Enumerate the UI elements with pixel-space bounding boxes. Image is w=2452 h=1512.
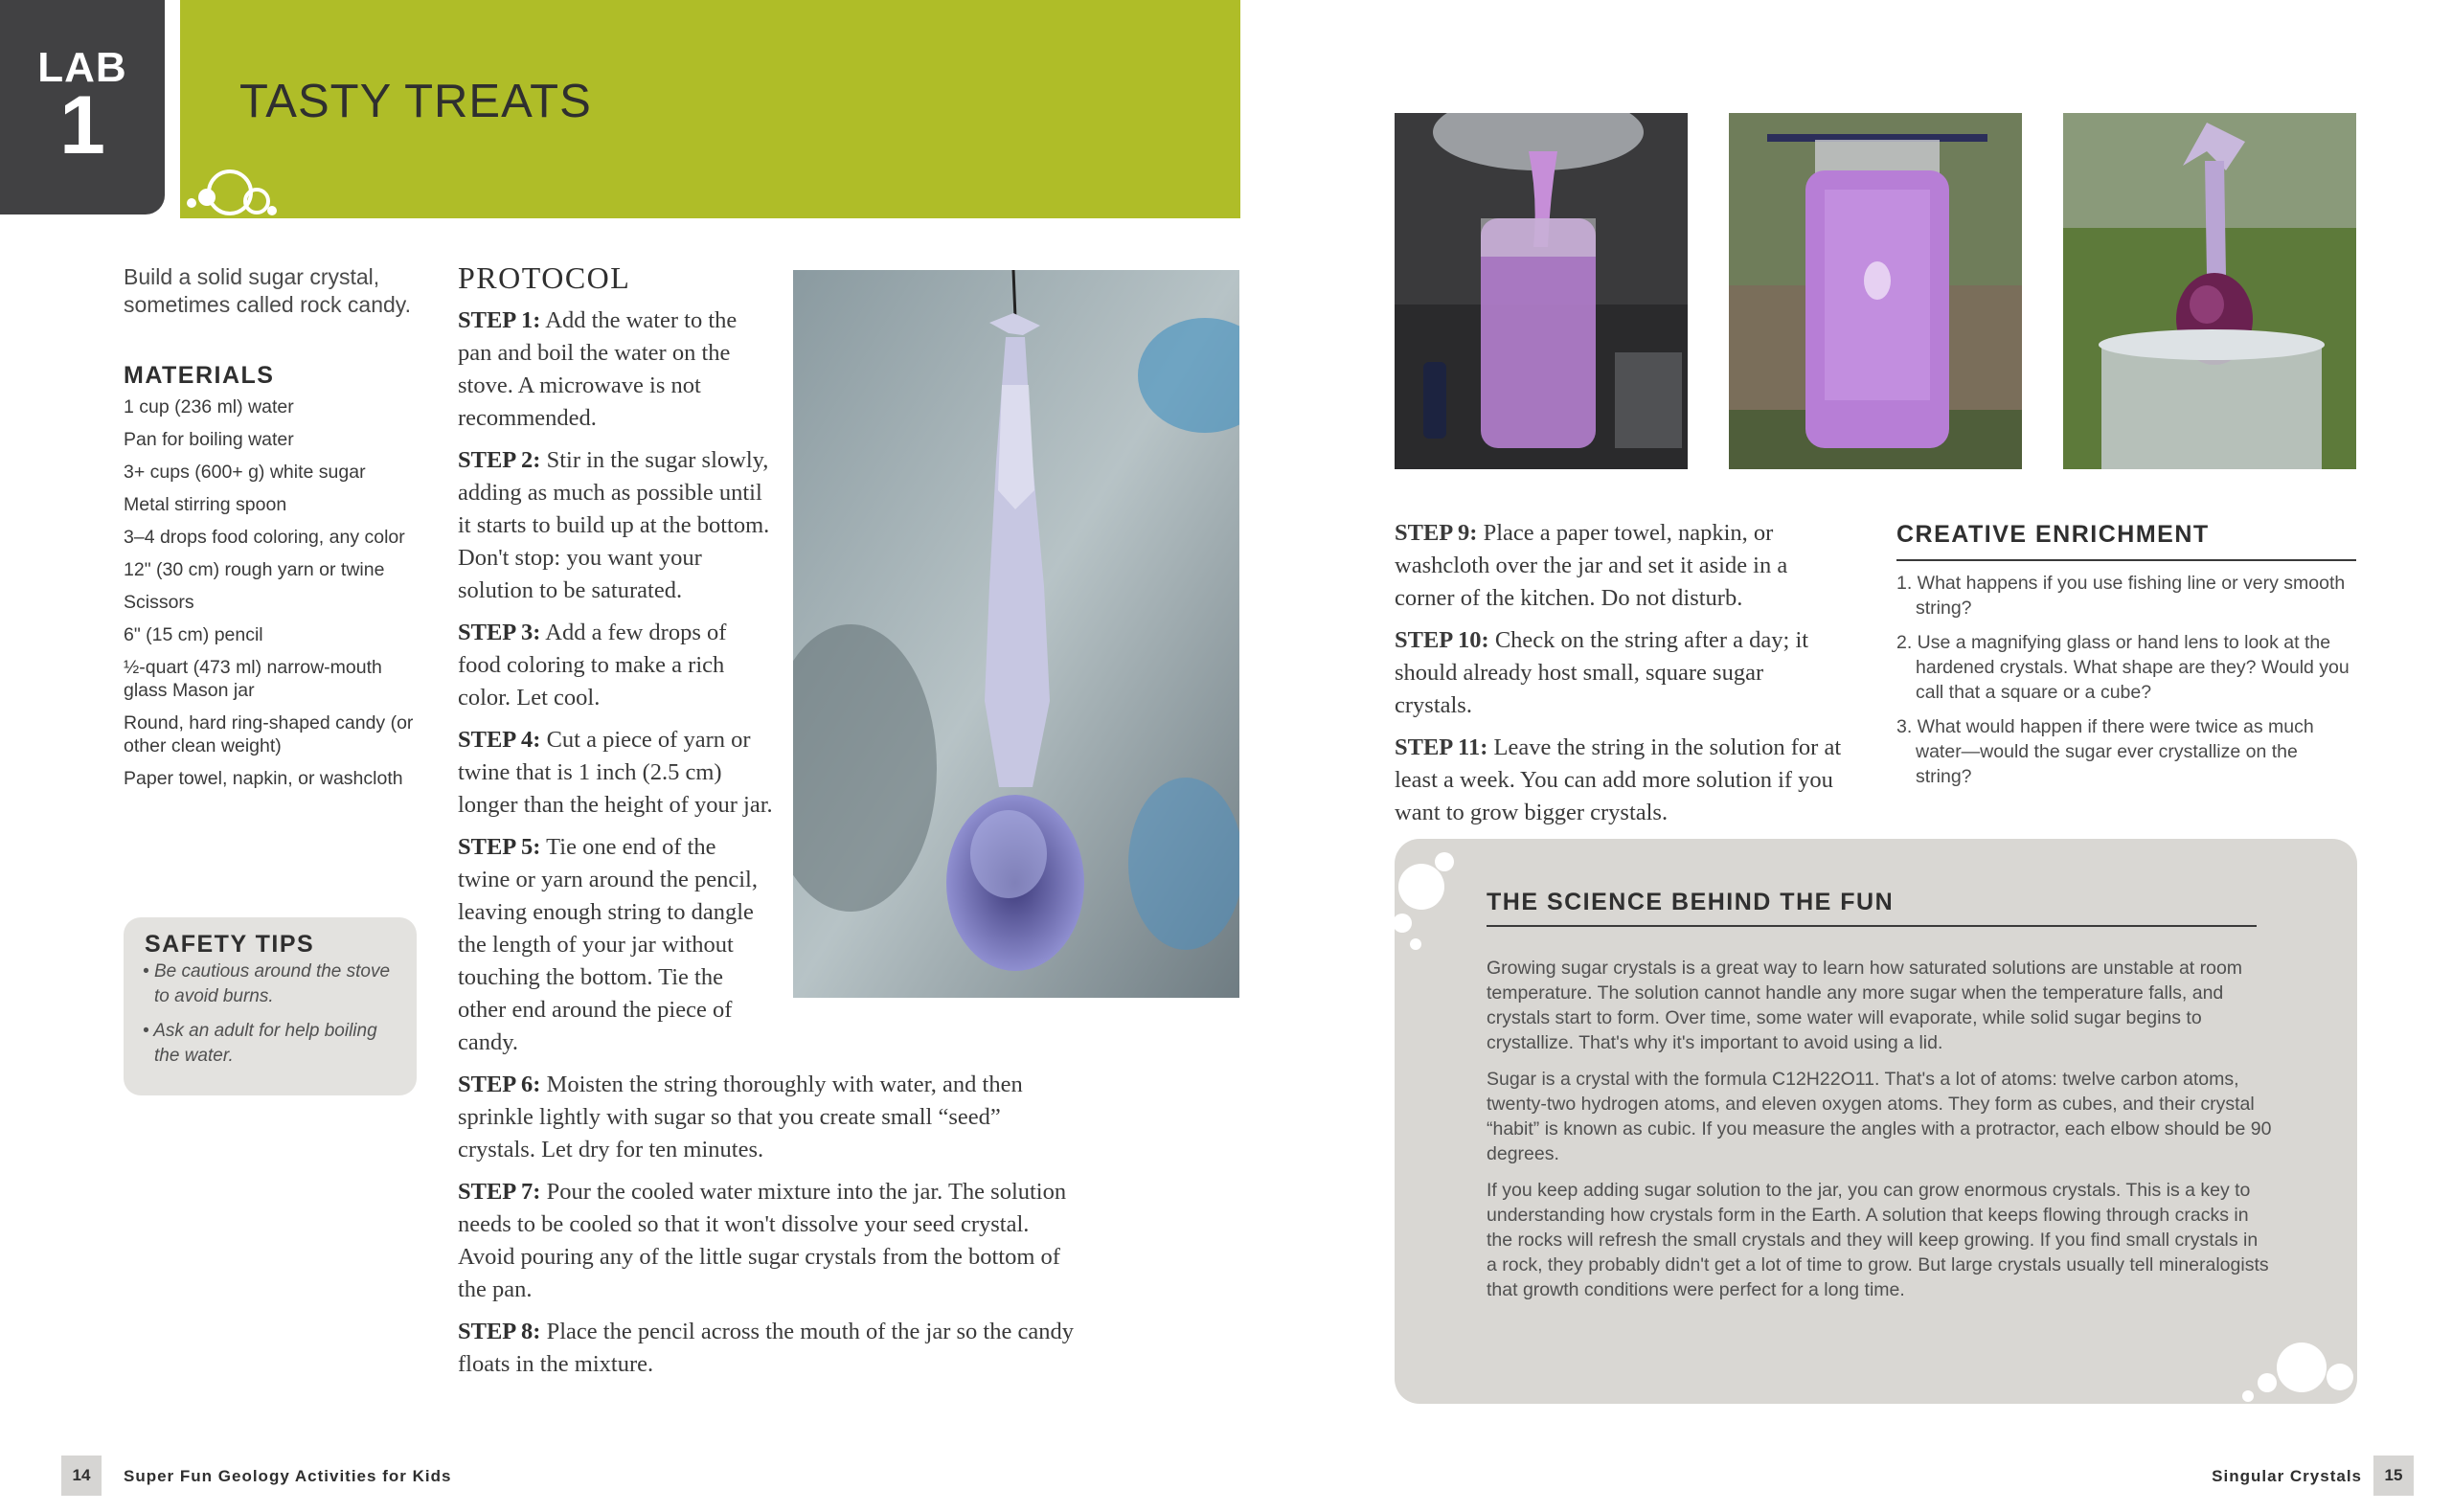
lab-number: 1 [59,79,105,171]
jar-with-pencil-photo [1729,113,2022,469]
list-item: • Be cautious around the stove to avoid burns. [143,961,391,1006]
step-8: STEP 8: Place the pencil across the mouth of the jar so the candy floats in the mixture. [458,1319,1074,1377]
pouring-solution-photo [1395,113,1688,469]
list-item: Round, hard ring-shaped candy (or other clean weight) [124,712,414,756]
materials-heading: MATERIALS [124,362,275,389]
intro-text: Build a solid sugar crystal, sometimes called rock candy. [124,264,411,317]
chapter-title: Singular Crystals [2212,1467,2362,1485]
step-1: STEP 1: Add the water to the pan and boil the water on the stove. A microwave is not recommended. [458,307,738,431]
step-3: STEP 3: Add a few drops of food coloring to make a rich color. Let cool. [458,620,727,711]
materials-list [124,395,430,800]
list-item: ½-quart (473 ml) narrow-mouth glass Mason jar [124,657,382,701]
protocol-steps-continued [1395,517,1845,839]
list-item: 12" (30 cm) rough yarn or twine [124,559,385,580]
book-title: Super Fun Geology Activities for Kids [124,1467,452,1485]
bubbles-decoration-icon [180,161,285,220]
step-9: STEP 9: Place a paper towel, napkin, or washcloth over the jar and set it aside in a corner of the kitchen. Do not disturb. [1395,520,1788,611]
creative-enrichment-list [1896,571,2356,799]
bubbles-decoration-icon [1389,848,1458,954]
step-4: STEP 4: Cut a piece of yarn or twine that is 1 inch (2.5 cm) longer than the height of your jar. [458,727,773,818]
heading-rule [1896,559,2356,561]
list-item: 2. Use a magnifying glass or hand lens to look at the hardened crystals. What shape are they? Would you call that a square or a cube? [1896,632,2350,703]
creative-enrichment-heading: CREATIVE ENRICHMENT [1896,521,2210,548]
rock-candy-photo [793,270,1239,998]
grown-crystal-photo [2063,113,2356,469]
lab-label: LAB [37,44,127,91]
list-item: 6" (15 cm) pencil [124,624,263,645]
list-item: Pan for boiling water [124,429,294,450]
list-item: Scissors [124,592,194,613]
list-item: 1. What happens if you use fishing line or very smooth string? [1896,573,2346,619]
list-item: Metal stirring spoon [124,494,287,515]
step-10: STEP 10: Check on the string after a day; it should already host small, square sugar crystals. [1395,627,1809,718]
step-2: STEP 2: Stir in the sugar slowly, adding as much as possible until it starts to build up at the bottom. Don't stop: you want your solution to be saturated. [458,447,770,603]
safety-list [137,959,405,1078]
paragraph: Sugar is a crystal with the formula C12H22O11. That's a lot of atoms: twelve carbon atoms, twenty-two hydrogen atoms, and eleven oxygen atoms. They form as cubes, and their crystal “habit” is known as cubic. If you measure the angles with a protractor, each elbow should be 90 degrees. [1487,1069,2272,1164]
science-box [1395,839,2357,1404]
list-item: 1 cup (236 ml) water [124,396,294,417]
list-item: 3+ cups (600+ g) white sugar [124,462,366,483]
lab-badge [0,0,165,214]
page-title: TASTY TREATS [239,76,592,127]
right-page-number: 15 [2373,1456,2414,1496]
science-heading: THE SCIENCE BEHIND THE FUN [1487,889,1895,915]
list-item: 3–4 drops food coloring, any color [124,527,405,548]
step-11: STEP 11: Leave the string in the solution for at least a week. You can add more solution if you want to grow bigger crystals. [1395,734,1842,825]
paragraph: Growing sugar crystals is a great way to learn how saturated solutions are unstable at room temperature. The solution cannot handle any more sugar when the temperature falls, and crystals start to form. Over time, some water will evaporate, while solid sugar begins to crystallize. That's why it's important to avoid using a lid. [1487,958,2243,1053]
left-page-number: 14 [61,1456,102,1496]
protocol-heading: PROTOCOL [458,260,631,295]
list-item: • Ask an adult for help boiling the water. [143,1021,377,1066]
science-body [1487,956,2272,1314]
heading-rule [1487,925,2257,927]
step-5: STEP 5: Tie one end of the twine or yarn around the pencil, leaving enough string to dangle the length of your jar without touching the bottom. Tie the other end around the piece of candy. [458,834,758,1055]
step-6: STEP 6: Moisten the string thoroughly with water, and then sprinkle lightly with sugar so that you create small “seed” crystals. Let dry for ten minutes. [458,1072,1023,1162]
step-7: STEP 7: Pour the cooled water mixture into the jar. The solution needs to be cooled so that it won't dissolve your seed crystal. Avoid pouring any of the little sugar crystals from the bottom of the pan. [458,1179,1067,1302]
safety-heading: SAFETY TIPS [145,931,315,958]
bubbles-decoration-icon [2214,1318,2357,1404]
safety-tips-box [124,917,417,1095]
list-item: Paper towel, napkin, or washcloth [124,768,403,789]
paragraph: If you keep adding sugar solution to the jar, you can grow enormous crystals. This is a key to understanding how crystals form in the Earth. A solution that keeps flowing through cracks in the rocks will refresh the small crystals and they will keep growing. If you find small crystals in a rock, they probably didn't get a lot of time to grow. But large crystals usually tell mineralogists that growth conditions were perfect for a long time. [1487,1180,2269,1300]
list-item: 3. What would happen if there were twice as much water—would the sugar ever crystallize on the string? [1896,716,2314,787]
